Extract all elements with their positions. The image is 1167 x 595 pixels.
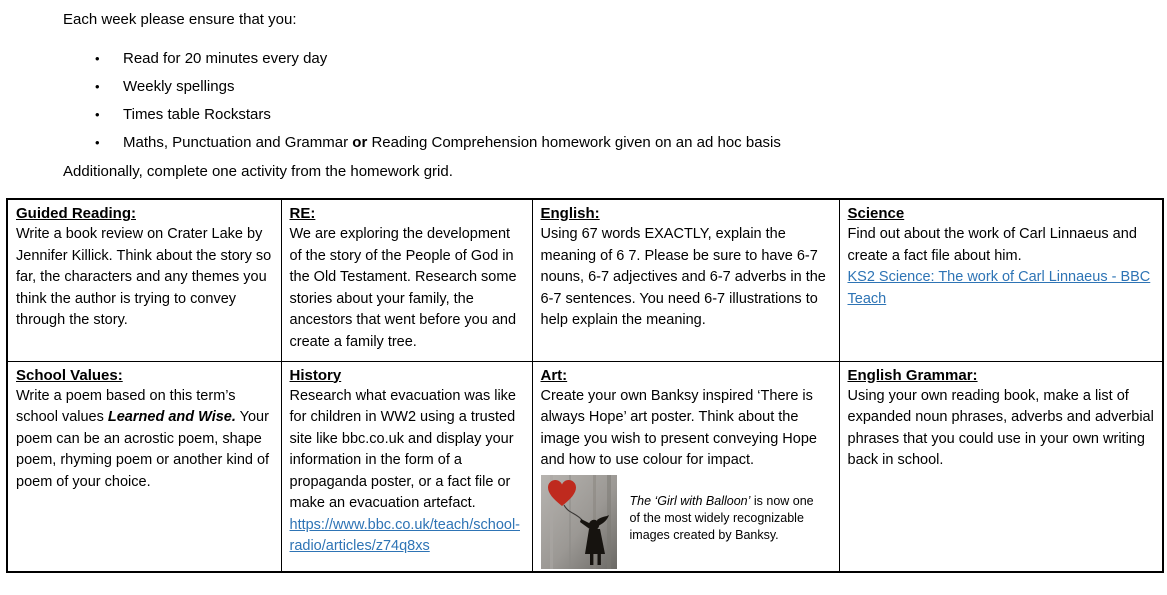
bullet-icon: • (95, 79, 100, 94)
girl-with-balloon-image (541, 475, 617, 569)
bullet-text-maths-post: Reading Comprehension homework given on an ad hoc basis (367, 134, 781, 151)
cell-body-school-values (16, 386, 274, 494)
grid-row (7, 361, 1163, 572)
art-caption-title: The ‘Girl with Balloon’ (629, 493, 751, 508)
cell-title-school-values: School Values: (16, 366, 123, 384)
homework-grid-table (6, 198, 1164, 573)
bullet-text-maths-pre: Maths, Punctuation and Grammar (123, 134, 353, 151)
history-bbc-url-link[interactable]: https://www.bbc.co.uk/teach/school-radio/articles/z74q8xs (289, 516, 520, 554)
bullet-text-reading: Read for 20 minutes every day (123, 50, 328, 67)
cell-science (839, 199, 1163, 361)
bullet-text-spellings: Weekly spellings (123, 78, 235, 95)
art-caption (630, 475, 815, 569)
cell-title-english-grammar: English Grammar: (847, 366, 978, 384)
school-values-term: Learned and Wise. (107, 409, 236, 425)
cell-re (281, 199, 532, 361)
school-values-text-post: Your poem can be an acrostic poem, shape poem, rhyming poem or another kind of poem of your choice. (16, 409, 270, 490)
science-bbc-teach-link[interactable]: KS2 Science: The work of Carl Linnaeus - BBC Teach (847, 269, 1151, 307)
cell-art (532, 361, 839, 572)
cell-body-english: Using 67 words EXACTLY, explain the meaning of 6 7. Please be sure to have 6-7 nouns, 6-7 adjectives and 6-7 adverbs in the 6-7 sentences. You need 6-7 illustrations to help explain the meaning. (540, 226, 826, 328)
intro-section (0, 0, 1167, 181)
cell-body-history: Research what evacuation was like for children in WW2 using a trusted site like bbc.co.uk and display your information in the form of a propaganda poster, or a fact file or make an evacuation artefact. (289, 387, 516, 511)
cell-english (532, 199, 839, 361)
cell-body-science: Find out about the work of Carl Linnaeus and create a fact file about him. (847, 226, 1137, 264)
intro-heading: Each week please ensure that you: (63, 11, 297, 28)
grid-row (7, 199, 1163, 361)
cell-title-re: RE: (289, 205, 316, 222)
list-item (95, 133, 1167, 152)
cell-title-art: Art: (540, 366, 568, 384)
cell-title-history: History (289, 366, 342, 384)
cell-body-guided-reading: Write a book review on Crater Lake by Jennifer Killick. Think about the story so far, the characters and any themes you think the author is trying to convey through the story. (16, 226, 272, 328)
cell-body-english-grammar: Using your own reading book, make a list of expanded noun phrases, adverbs and adverbial phrases that you could use in your own writing back in school. (847, 387, 1154, 468)
art-caption-rest: is now one of the most widely recognizable images created by Banksy. (629, 493, 814, 542)
cell-title-science: Science (847, 205, 905, 222)
bullet-icon: • (95, 107, 100, 122)
cell-history (281, 361, 532, 572)
list-item (95, 49, 1167, 68)
bullet-icon: • (95, 135, 100, 150)
cell-guided-reading (7, 199, 281, 361)
art-figure (541, 475, 832, 569)
list-item (95, 105, 1167, 124)
bullet-text-maths (123, 133, 781, 152)
bullet-text-rockstars: Times table Rockstars (123, 106, 271, 123)
cell-body-art: Create your own Banksy inspired ‘There is always Hope’ art poster. Think about the image you wish to present conveying Hope and how to use colour for impact. (540, 387, 817, 468)
bullet-text-maths-or: or (352, 134, 368, 151)
intro-closing: Additionally, complete one activity from the homework grid. (63, 163, 453, 180)
list-item (95, 77, 1167, 96)
school-values-text-pre: Write a poem based on this term’s school values (16, 387, 236, 425)
cell-school-values (7, 361, 281, 572)
bullet-icon: • (95, 51, 100, 66)
cell-english-grammar (839, 361, 1163, 572)
cell-title-guided-reading: Guided Reading: (16, 205, 136, 222)
cell-title-english: English: (540, 205, 600, 222)
cell-body-re: We are exploring the development of the story of the People of God in the Old Testament. Research some stories about your family, the ancestors that went before you and create a family tree. (289, 226, 517, 350)
weekly-tasks-list (95, 49, 1167, 152)
